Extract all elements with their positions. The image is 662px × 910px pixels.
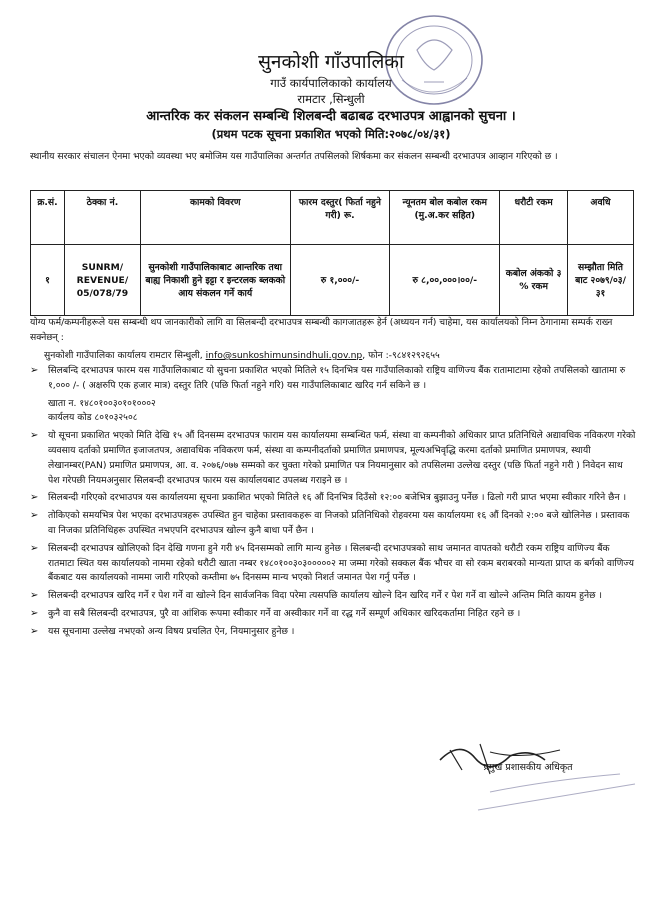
- list-item-text: कुनै वा सबै सिलबन्दी दरभाउपत्र, पुरै वा आंशिक रूपमा स्वीकार गर्ने वा अस्वीकार गर्ने वा रद्ध गर्ने सम्पूर्ण अधिकार खरिदकर्तामा निहित रहने छ ।: [48, 607, 521, 619]
- arrow-bullet-icon: ➢: [30, 365, 39, 376]
- office-code: कार्यलय कोड ८०१०३२५०८: [48, 412, 138, 424]
- office-name: गाउँ कार्यपालिकाको कार्यालय: [270, 76, 392, 90]
- arrow-bullet-icon: ➢: [30, 510, 39, 522]
- list-item-text: सिलबन्दी दरभाउपत्र खरिद गर्ने र पेश गर्ने वा खोल्ने दिन सार्वजनिक विदा परेमा त्यसपछि कार्यालय खोल्ने दिन खरिद गर्ने र पेश गर्ने वा खोल्ने अन्तिम मिति कायम हुनेछ ।: [48, 590, 602, 602]
- cell-description: सुनकोशी गाउँपालिकाबाट आन्तरिक तथा बाह्य निकाशी हुने इट्टा र इन्टरलक ब्लकको आय संकलन गर्ने कार्य: [140, 245, 290, 316]
- contact-phone: , फोन :-९८४१२९२६५५: [362, 350, 440, 361]
- contact-note: योग्य फर्म/कम्पनीहरूले यस सम्बन्धी थप जानकारीको लागि वा सिलबन्दी दरभाउपत्र सम्बन्धी कागजातहरू हेर्न (अध्ययन गर्न) चाहेमा, यस कार्यालयको निम्न ठेगानामा सम्पर्क राख्न सक्नेछन् :: [30, 317, 613, 343]
- list-item: [30, 542, 636, 586]
- header-form-fee: फारम दस्तुर( फिर्ता नहुने गरी) रू.: [290, 191, 390, 245]
- contact-email-link[interactable]: info@sunkoshimunsindhuli.gov.np: [205, 350, 363, 361]
- arrow-bullet-icon: ➢: [30, 430, 39, 442]
- list-item-text: सिलबन्दी गरिएको दरभाउपत्र यस कार्यालयमा सूचना प्रकाशित भएको मितिले १६ औं दिनभित्र दिउँसो १२:०० बजेभित्र बुझाउनु पर्नेछ । ढिलो गरी प्राप्त भएमा स्वीकार गरिने छैन ।: [48, 492, 627, 504]
- header-deposit: धरौटी रकम: [500, 191, 568, 245]
- header-contract-no: ठेक्का नं.: [64, 191, 140, 245]
- list-item: [30, 625, 636, 640]
- arrow-bullet-icon: ➢: [30, 607, 39, 619]
- account-number: खाता न. १४८०१००३०१०१०००२: [48, 397, 156, 409]
- arrow-bullet-icon: ➢: [30, 492, 39, 504]
- arrow-bullet-icon: ➢: [30, 542, 39, 554]
- list-item: [30, 364, 636, 394]
- intro-paragraph: स्थानीय सरकार संचालन ऐनमा भएको व्यवस्था भए बमोजिम यस गाउँपालिका अन्तर्गत तपसिलको शिर्षकमा कर संकलन सम्बन्धी दरभाउपत्र आव्हान गरिएको छ ।: [30, 151, 558, 162]
- cell-min-bid: रु ८,००,०००।००/-: [390, 245, 500, 316]
- list-item: [30, 491, 636, 506]
- list-item: [30, 509, 636, 539]
- list-item-text: तोकिएको समयभित्र पेश भएका दरभाउपत्रहरू उपस्थित हुन चाहेका प्रस्तावकहरू वा निजको प्रतिनिधिको रोहवरमा यस कार्यालयमा १६ औं दिनको २:०० बजे खोलिनेछ । प्रस्तावक वा निजका प्रतिनिधिहरू उपस्थित नभएपनि दरभाउपत्र खोल्न कुनै बाधा पर्ने छैन ।: [48, 510, 630, 536]
- table-row: [31, 245, 634, 316]
- cell-sn: १: [31, 245, 65, 316]
- list-item-text: यस सूचनामा उल्लेख नभएको अन्य विषय प्रचलित ऐन, नियमानुसार हुनेछ ।: [48, 625, 295, 637]
- header-sn: क्र.सं.: [31, 191, 65, 245]
- signatory-title: प्रमुख प्रशासकीय अधिकृत: [483, 762, 573, 773]
- list-item: [30, 589, 636, 604]
- notice-header: [0, 50, 662, 142]
- list-item: [30, 397, 636, 412]
- conditions-list: [30, 364, 636, 643]
- cell-form-fee: रु १,०००/-: [290, 245, 390, 316]
- arrow-bullet-icon: ➢: [30, 590, 39, 602]
- signature-block: [448, 760, 608, 773]
- organization-name: सुनकोशी गाँउपालिका: [258, 51, 404, 73]
- header-description: कामको विवरण: [140, 191, 290, 245]
- list-item: [30, 411, 636, 426]
- notice-title: आन्तरिक कर संकलन सम्बन्धि शिलबन्दी बढाबढ दरभाउपत्र आह्वानको सुचना ।: [146, 109, 516, 124]
- list-item: [30, 607, 636, 622]
- cell-period: सम्झौता मिति बाट २०७९/०३/ ३१: [568, 245, 634, 316]
- designation-stamp-icon: [470, 770, 640, 820]
- list-item-text: यो सूचना प्रकाशित भएको मिति देखि १५ औं दिनसम्म दरभाउपत्र फाराम यस कार्यालयमा सम्बन्धित फर्म, संस्था वा कम्पनीको अधिकार प्राप्त प्रतिनिधिले अद्यावधिक नविकरण गरेको व्यवसाय दर्ताको प्रमाणित इजाजतपत्र, अद्यावधिक नविकरण फर्म, संस्था वा कम्पनीदर्ताको प्रमाणित प्रमाणपत्र, मूल्यअभिवृद्धि करमा दर्ताको प्रमाणित प्रमाणपत्र, स्थायी लेखानम्बर(PAN) प्रमाणित प्रमाणपत्र, आ. व. २०७६/०७७ सम्मको कर चुक्ता गरेको प्रमाणित पत्र नियमानुसार को तपसिलमा उल्लेख दस्तुर (पछि फिर्ता नहुने गरी ) निवेदन साथ पेश गरेपछी नियमअनुसार सिलबन्दी दरभाउपत्र फारम यस कार्यालयबाट उपलब्ध गराइने छ ।: [48, 430, 636, 486]
- header-min-bid: न्यूनतम बोल कबोल रकम (मु.अ.कर सहित): [390, 191, 500, 245]
- publication-date: (प्रथम पटक सूचना प्रकाशित भएको मिति:२०७८/०४/३१): [211, 127, 451, 141]
- cell-deposit: कबोल अंकको ३ % रकम: [500, 245, 568, 316]
- table-header-row: [31, 191, 634, 245]
- contact-office: सुनकोशी गाउँपालिका कार्यालय रामटार सिन्धुली,: [44, 350, 203, 361]
- arrow-bullet-icon: ➢: [30, 625, 39, 637]
- header-period: अवधि: [568, 191, 634, 245]
- list-item: [30, 429, 636, 488]
- tender-table: [30, 190, 634, 316]
- list-item-text: सिलबन्दी दरभाउपत्र खोलिएको दिन देखि गणना हुने गरी ४५ दिनसम्मको लागि मान्य हुनेछ । सिलबन्दी दरभाउपत्रको साथ जमानत वापतको धरौटी रकम राष्ट्रिय वाणिज्य बैंक रातमाटा स्थित यस कार्यालयको नाममा रहेको धरौटी खाता नम्बर १४८०१००३०३०००००२ मा जम्मा गरेको सक्कल बैंक भौचर वा सो रकम बराबरको मान्यता प्राप्त क बर्गको वाणिज्य बैंकबाट यस कार्यालयको नाममा जारी गरिएको कम्तीमा ७५ दिनसम्म मान्य भएको निशर्त जमानत पेश गर्नु पर्नेछ ।: [48, 542, 634, 584]
- list-item-text: सिलबन्दि दरभाउपत्र फारम यस गाउँपालिकाबाट यो सुचना प्रकाशित भएको मितिले १५ दिनभित्र यस गाउँपालिकाको राष्ट्रिय वाणिज्य बैंक रातामाटामा रहेको तपसिलको खातामा रु १,००० /- ( अक्षरुपि एक हजार मात्र) दस्तुर तिरि (पछि फिर्ता नहुने गरि) यस गाउँपालिकाबाट खरिद गर्न सकिने छ ।: [48, 365, 626, 391]
- office-address: रामटार ,सिन्धुली: [297, 92, 365, 106]
- cell-contract-no: SUNRM/ REVENUE/ 05/078/79: [64, 245, 140, 316]
- contact-line: [44, 348, 634, 361]
